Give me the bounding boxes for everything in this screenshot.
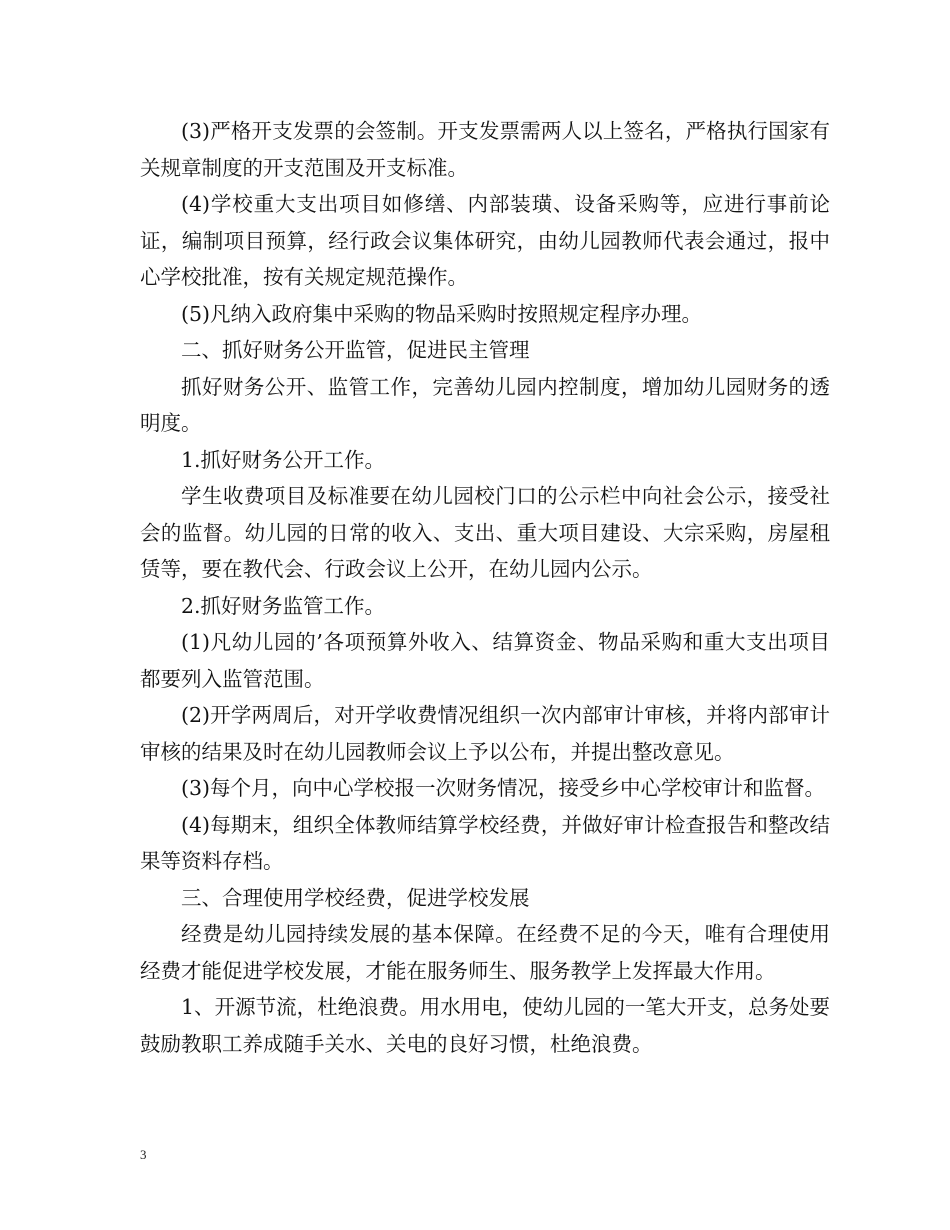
paragraph: (4)学校重大支出项目如修缮、内部装璜、设备采购等，应进行事前论证，编制项目预算，经行政会议集体研究，由幼儿园教师代表会通过，报中心学校批准，按有关规定规范操作。	[140, 192, 830, 289]
subsection-heading: 2.抓好财务监管工作。	[181, 593, 386, 618]
paragraph: (1)凡幼儿园的’各项预算外收入、结算资金、物品采购和重大支出项目都要列入监管范围。	[140, 630, 830, 691]
paragraph: 经费是幼儿园持续发展的基本保障。在经费不足的今天，唯有合理使用经费才能促进学校发展，才能在服务师生、服务教学上发挥最大作用。	[140, 922, 830, 983]
paragraph: 学生收费项目及标准要在幼儿园校门口的公示栏中向社会公示，接受社会的监督。幼儿园的日常的收入、支出、重大项目建设、大宗采购，房屋租赁等，要在教代会、行政会议上公开，在幼儿园内公示。	[140, 484, 830, 581]
paragraph: (4)每期末，组织全体教师结算学校经费，并做好审计检查报告和整改结果等资料存档。	[140, 812, 830, 873]
subsection-heading: 1.抓好财务公开工作。	[181, 447, 386, 472]
paragraph: (2)开学两周后，对开学收费情况组织一次内部审计审核，并将内部审计审核的结果及时在幼儿园教师会议上予以公布，并提出整改意见。	[140, 703, 830, 764]
document-body	[140, 113, 830, 1062]
page-number: 3	[140, 1147, 147, 1162]
section-heading: 二、抓好财务公开监管，促进民主管理	[181, 338, 530, 362]
paragraph: (3)严格开支发票的会签制。开支发票需两人以上签名，严格执行国家有关规章制度的开支范围及开支标准。	[140, 119, 830, 180]
section-heading: 三、合理使用学校经费，促进学校发展	[181, 885, 530, 910]
paragraph: 1、开源节流，杜绝浪费。用水用电，使幼儿园的一笔大开支，总务处要鼓励教职工养成随手关水、关电的良好习惯，杜绝浪费。	[140, 995, 830, 1056]
paragraph: 抓好财务公开、监管工作，完善幼儿园内控制度，增加幼儿园财务的透明度。	[140, 374, 830, 435]
paragraph: (3)每个月，向中心学校报一次财务情况，接受乡中心学校审计和监督。	[181, 776, 826, 800]
paragraph: (5)凡纳入政府集中采购的物品采购时按照规定程序办理。	[181, 301, 703, 326]
